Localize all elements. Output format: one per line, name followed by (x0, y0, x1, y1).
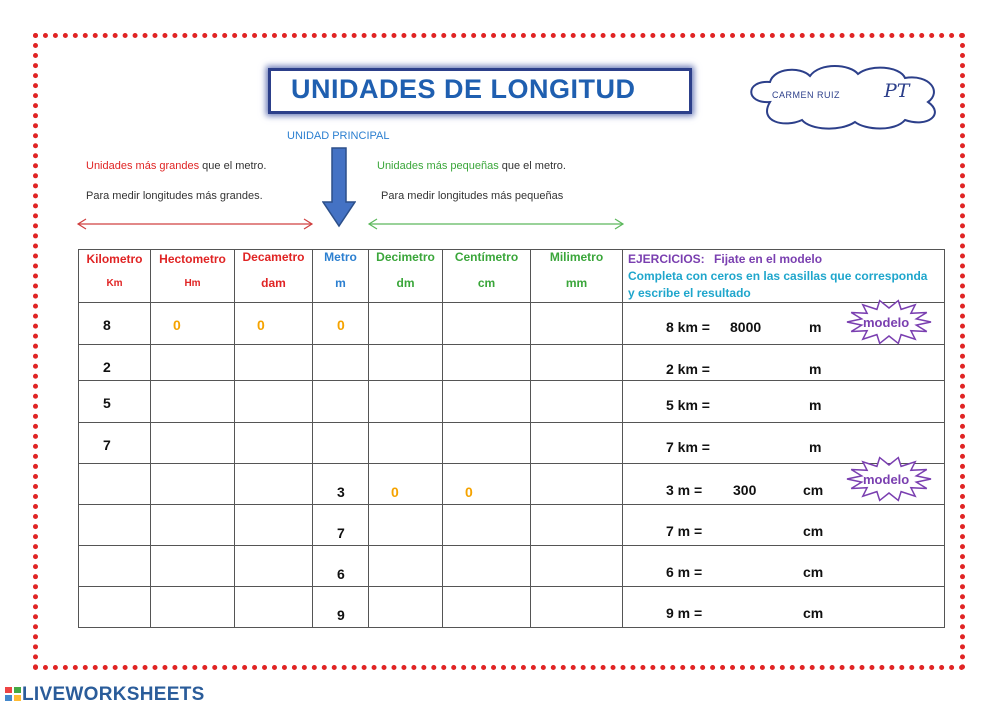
table-cell[interactable] (443, 303, 531, 345)
table-cell[interactable] (79, 303, 151, 345)
exercise-cell (623, 381, 945, 423)
exercise-expression: 2 km = (666, 361, 710, 377)
left-info-line1 (86, 160, 266, 172)
exercise-unit: cm (803, 482, 824, 498)
table-cell[interactable] (151, 423, 235, 464)
table-cell[interactable] (79, 464, 151, 505)
exercises-header (623, 250, 945, 303)
table-cell[interactable] (443, 505, 531, 546)
exercise-answer[interactable]: 300 (733, 482, 757, 498)
cell-value: 7 (337, 525, 345, 541)
exercise-cell (623, 303, 945, 345)
liveworksheets-logo: LIVEWORKSHEETS (22, 684, 205, 705)
table-cell[interactable] (369, 464, 443, 505)
table-cell[interactable] (531, 587, 623, 628)
table-cell[interactable] (369, 381, 443, 423)
table-cell[interactable] (235, 587, 313, 628)
header-row (79, 250, 945, 303)
table-row (79, 587, 945, 628)
table-cell[interactable] (235, 345, 313, 381)
exercise-cell (623, 546, 945, 587)
exercise-unit: m (809, 319, 822, 335)
table-cell[interactable] (313, 303, 369, 345)
table-cell[interactable] (531, 505, 623, 546)
table-cell[interactable] (235, 505, 313, 546)
table-cell[interactable] (443, 587, 531, 628)
exercise-cell (623, 464, 945, 505)
table-cell[interactable] (313, 464, 369, 505)
col-header-decametro: Decametro dam (235, 250, 313, 303)
cell-value: 0 (173, 317, 181, 333)
left-info-red: Unidades más grandes (86, 160, 200, 172)
table-cell[interactable] (151, 587, 235, 628)
exercise-unit: m (809, 439, 822, 455)
col-header-kilometro: Kilometro Km (79, 250, 151, 303)
cell-value: 3 (337, 484, 345, 500)
table-cell[interactable] (313, 345, 369, 381)
exercises-instruction2: y escribe el resultado (628, 286, 751, 300)
table-cell[interactable] (235, 381, 313, 423)
modelo-label: modelo (863, 315, 910, 330)
table-cell[interactable] (369, 303, 443, 345)
cell-value: 2 (103, 359, 111, 375)
cell-value: 7 (103, 437, 111, 453)
table-cell[interactable] (531, 345, 623, 381)
table-cell[interactable] (313, 423, 369, 464)
cell-value: 0 (465, 484, 473, 500)
cell-value: 0 (257, 317, 265, 333)
table-cell[interactable] (443, 345, 531, 381)
table-cell[interactable] (235, 423, 313, 464)
table-cell[interactable] (79, 505, 151, 546)
author-tag: PT (884, 80, 910, 102)
unidad-principal-label: UNIDAD PRINCIPAL (287, 130, 390, 142)
exercise-answer[interactable]: 8000 (730, 319, 762, 335)
table-cell[interactable] (531, 464, 623, 505)
table-row (79, 423, 945, 464)
table-cell[interactable] (79, 423, 151, 464)
table-cell[interactable] (151, 303, 235, 345)
cell-value: 0 (391, 484, 399, 500)
col-header-centimetro: Centímetro cm (443, 250, 531, 303)
table-cell[interactable] (443, 381, 531, 423)
table-cell[interactable] (531, 381, 623, 423)
table-cell[interactable] (151, 464, 235, 505)
table-cell[interactable] (443, 546, 531, 587)
cell-value: 5 (103, 395, 111, 411)
exercises-instruction1: Completa con ceros en las casillas que corresponda (628, 269, 928, 283)
exercise-expression: 5 km = (666, 397, 710, 413)
table-row (79, 464, 945, 505)
table-cell[interactable] (313, 505, 369, 546)
exercise-cell (623, 587, 945, 628)
cell-value: 9 (337, 607, 345, 623)
col-header-milimetro: Milimetro mm (531, 250, 623, 303)
table-cell[interactable] (151, 505, 235, 546)
table-cell[interactable] (369, 423, 443, 464)
table-row (79, 345, 945, 381)
left-info-line2: Para medir longitudes más grandes. (86, 190, 263, 202)
table-cell[interactable] (235, 303, 313, 345)
exercise-unit: m (809, 397, 822, 413)
table-cell[interactable] (369, 505, 443, 546)
left-double-arrow-icon (76, 218, 316, 230)
table-cell[interactable] (79, 587, 151, 628)
exercise-expression: 9 m = (666, 605, 703, 621)
cell-value: 0 (337, 317, 345, 333)
cell-value: 6 (337, 566, 345, 582)
table-row (79, 381, 945, 423)
right-info-line2: Para medir longitudes más pequeñas (381, 190, 564, 202)
table-cell[interactable] (443, 464, 531, 505)
down-arrow-icon (322, 146, 356, 228)
author-name: CARMEN RUIZ (772, 90, 840, 100)
table-cell[interactable] (235, 464, 313, 505)
table-cell[interactable] (151, 345, 235, 381)
table-cell[interactable] (79, 546, 151, 587)
exercise-expression: 8 km = (666, 319, 710, 335)
table-cell[interactable] (531, 303, 623, 345)
table-cell[interactable] (313, 381, 369, 423)
table-cell[interactable] (531, 546, 623, 587)
left-info-rest: que el metro. (199, 160, 267, 172)
table-row (79, 546, 945, 587)
cell-value: 8 (103, 317, 111, 333)
table-row (79, 303, 945, 345)
units-table (78, 249, 945, 628)
table-cell[interactable] (79, 345, 151, 381)
table-cell[interactable] (235, 546, 313, 587)
right-info-rest: que el metro. (498, 160, 566, 172)
title-box (268, 68, 692, 114)
col-header-decimetro: Decimetro dm (369, 250, 443, 303)
right-info-green: Unidades más pequeñas (377, 160, 499, 172)
exercise-cell (623, 505, 945, 546)
table-cell[interactable] (443, 423, 531, 464)
right-info-line1 (377, 160, 566, 172)
liveworksheets-logo-icon (4, 686, 22, 702)
exercises-hint: Fijate en el modelo (714, 252, 823, 266)
cloud-icon (740, 62, 946, 130)
modelo-label: modelo (863, 472, 910, 487)
table-row (79, 505, 945, 546)
exercise-unit: cm (803, 605, 824, 621)
table-cell[interactable] (369, 587, 443, 628)
table-cell[interactable] (313, 587, 369, 628)
exercise-expression: 7 km = (666, 439, 710, 455)
exercise-unit: m (809, 361, 822, 377)
table-cell[interactable] (79, 381, 151, 423)
table-cell[interactable] (369, 345, 443, 381)
exercise-cell (623, 345, 945, 381)
exercise-unit: cm (803, 564, 824, 580)
exercises-label: EJERCICIOS: (628, 252, 705, 266)
exercise-expression: 3 m = (666, 482, 703, 498)
page-title: UNIDADES DE LONGITUD (291, 74, 636, 104)
col-header-hectometro: Hectometro Hm (151, 250, 235, 303)
right-double-arrow-icon (367, 218, 627, 230)
table-cell[interactable] (151, 381, 235, 423)
table-cell[interactable] (313, 546, 369, 587)
exercise-expression: 6 m = (666, 564, 703, 580)
table-cell[interactable] (531, 423, 623, 464)
table-cell[interactable] (369, 546, 443, 587)
exercise-unit: cm (803, 523, 824, 539)
exercise-expression: 7 m = (666, 523, 703, 539)
table-cell[interactable] (151, 546, 235, 587)
col-header-metro: Metro m (313, 250, 369, 303)
